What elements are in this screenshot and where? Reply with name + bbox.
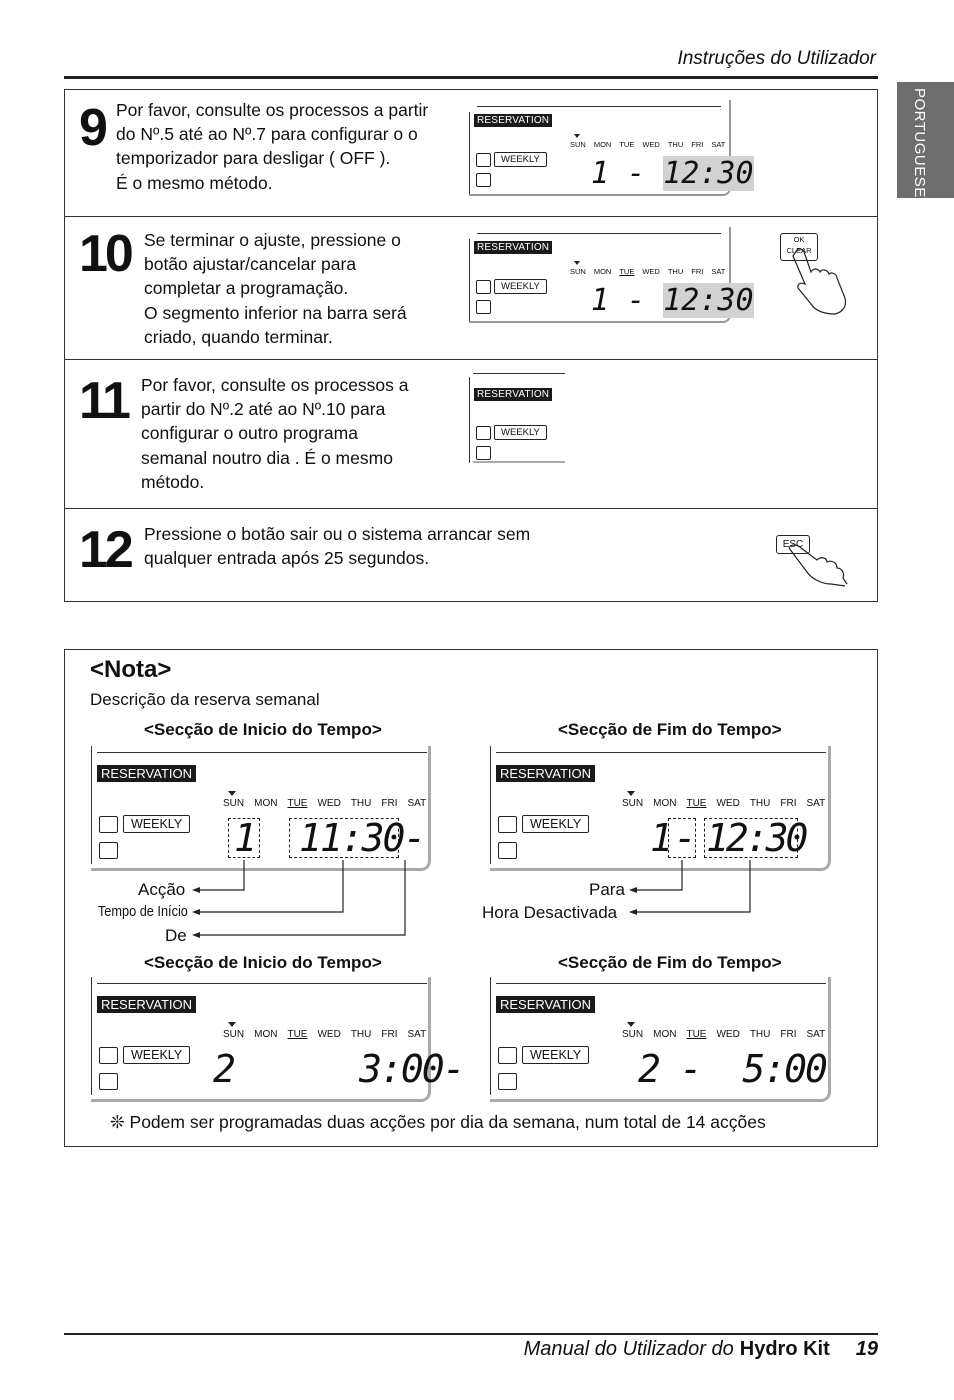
esc-button[interactable]: ESC [776, 535, 810, 554]
step-number: 9 [79, 99, 105, 157]
reservation-label: RESERVATION [496, 765, 595, 782]
up-arrow-icon [476, 280, 491, 294]
step-number: 11 [79, 372, 128, 430]
reservation-label: RESERVATION [97, 765, 196, 782]
down-arrow-icon [476, 300, 491, 314]
footer-rule [64, 1333, 878, 1335]
ok-clear-button[interactable]: OK CLEAR [780, 233, 818, 261]
up-arrow-icon [99, 1047, 118, 1064]
step-10 [65, 216, 877, 360]
reservation-label: RESERVATION [496, 996, 595, 1013]
weekday-row: SUN MON TUE WED THU FRI SAT [622, 1029, 826, 1040]
label-tempo-inicio: Tempo de Início [97, 903, 188, 920]
weekly-label: WEEKLY [494, 279, 547, 294]
weekly-label: WEEKLY [522, 1046, 589, 1064]
up-arrow-icon [99, 816, 118, 833]
page-number: 19 [855, 1338, 878, 1360]
weekday-row: SUN MON TUE WED THU FRI SAT [622, 798, 826, 809]
label-de: De [165, 926, 187, 945]
lcd-panel-partial [469, 371, 565, 463]
action-digit: 1- [650, 816, 698, 860]
lcd-panel [469, 227, 754, 323]
step-11 [65, 359, 877, 509]
reservation-label: RESERVATION [97, 996, 196, 1013]
step-12 [65, 508, 877, 601]
reservation-label: RESERVATION [474, 241, 552, 254]
down-arrow-icon [99, 1073, 118, 1090]
up-arrow-icon [476, 153, 491, 167]
steps-table [64, 89, 878, 602]
down-arrow-icon [476, 173, 491, 187]
nota-subtitle: Descrição da reserva semanal [90, 690, 320, 709]
reservation-label: RESERVATION [474, 114, 552, 127]
start-display-panel-2 [91, 977, 464, 1102]
lcd-time: 2 - 5:00 [638, 1047, 826, 1091]
weekday-row: SUN MON TUE WED THU FRI SAT [223, 1029, 427, 1040]
start-display-panel [91, 746, 431, 871]
step-text: Por favor, consulte os processos a partir do Nº.5 até ao Nº.7 para configurar o o temporizador para desligar ( OFF ). É o mesmo método. [116, 100, 429, 193]
lcd-time: 1 - 12:30 [591, 283, 754, 318]
footnote: ❊ Podem ser programadas duas acções por dia da semana, num total de 14 acções [110, 1112, 766, 1132]
weekly-label: WEEKLY [494, 425, 547, 440]
up-arrow-icon [498, 1047, 517, 1064]
up-arrow-icon [476, 426, 491, 440]
lcd-panel [469, 100, 754, 196]
lcd-time: 1 - 12:30 [591, 156, 754, 191]
down-arrow-icon [476, 446, 491, 460]
footer-manual: Manual do Utilizador do [523, 1338, 734, 1360]
page-header-title: Instruções do Utilizador [677, 48, 876, 69]
footer-product: Hydro Kit [739, 1338, 830, 1360]
header-rule [64, 76, 878, 79]
step-text: Se terminar o ajuste, pressione o botão ajustar/cancelar para completar a programação. O segmento inferior na barra será criado, quando terminar. [144, 230, 407, 347]
down-arrow-icon [498, 1073, 517, 1090]
page-footer [524, 1338, 878, 1361]
start-section-heading: <Secção de Inicio do Tempo> [144, 720, 382, 739]
step-text: Pressione o botão sair ou o sistema arrancar sem qualquer entrada após 25 segundos. [144, 524, 531, 569]
start-time: 11:30- [299, 816, 425, 860]
end-section-heading: <Secção de Fim do Tempo> [558, 720, 782, 739]
label-para: Para [589, 880, 625, 899]
down-arrow-icon [99, 842, 118, 859]
label-accao: Acção [138, 880, 186, 899]
action-digit: 1 [234, 816, 258, 860]
step-number: 10 [79, 225, 131, 283]
language-tab-label: PORTUGUESE [911, 88, 928, 198]
step-text: Por favor, consulte os processos a partir do Nº.2 até ao Nº.10 para configurar o outro programa semanal noutro dia . É o mesmo método. [141, 375, 409, 492]
weekly-label: WEEKLY [522, 815, 589, 833]
weekday-row: SUN MON TUE WED THU FRI SAT [570, 267, 726, 276]
pointing-hand-icon [785, 246, 855, 316]
weekday-row: SUN MON TUE WED THU FRI SAT [223, 798, 427, 809]
lcd-time: 2 3:00- [213, 1047, 464, 1091]
step-9 [65, 90, 877, 217]
pointing-hand-icon [787, 538, 857, 590]
step-number: 12 [79, 521, 131, 579]
up-arrow-icon [498, 816, 517, 833]
weekly-label: WEEKLY [123, 1046, 190, 1064]
nota-title: <Nota> [90, 656, 172, 683]
language-tab [897, 82, 954, 198]
weekly-label: WEEKLY [494, 152, 547, 167]
end-display-panel-2 [490, 977, 831, 1102]
start-section-heading-2: <Secção de Inicio do Tempo> [144, 953, 382, 972]
reservation-label: RESERVATION [474, 388, 552, 401]
end-time: 12:30 [706, 816, 806, 860]
end-section-heading-2: <Secção de Fim do Tempo> [558, 953, 782, 972]
callout-lines [180, 855, 780, 945]
weekday-row: SUN MON TUE WED THU FRI SAT [570, 140, 726, 149]
end-display-panel [490, 746, 831, 871]
label-hora-desactivada: Hora Desactivada [482, 903, 618, 922]
weekly-label: WEEKLY [123, 815, 190, 833]
